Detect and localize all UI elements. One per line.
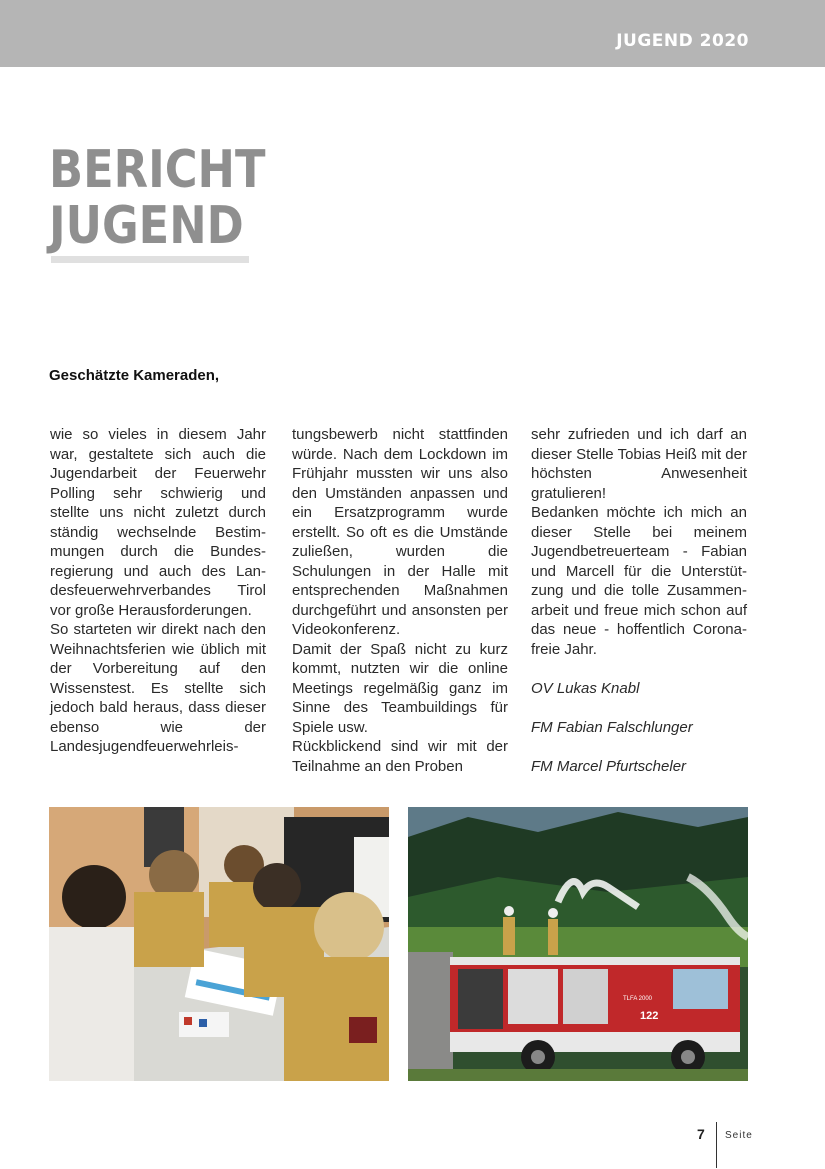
photo-fire-truck <box>408 807 748 1081</box>
paragraph: tungsbewerb nicht stattfinden würde. Nach dem Lockdown im Frühjahr mussten wir uns also den Umständen anpassen und ein Ersatzprogramm wurde erstellt. So oft es die Umstände zuließen, wurden die Schulungen in der Halle mit entsprechenden Maßnahmen durchgeführt und ansonsten per Videokonferenz. <box>292 426 508 638</box>
page-number: 7 <box>697 1126 705 1142</box>
page-label: Seite <box>725 1130 753 1141</box>
paragraph: wie so vieles in diesem Jahr war, gestaltete sich auch die Jugendarbeit der Feuerwehr Polling sehr schwierig und stellte uns nicht zuletzt durch ständig wechselnde Bestimmungen durch die Bundesregierung und auch des Landesfeuerwehrverbandes Tirol vor große Herausforderungen. <box>50 426 266 619</box>
paragraph: Damit der Spaß nicht zu kurz kommt, nutzten wir die online Meetings regelmäßig ganz im Sinne des Teambuildings für Spiele usw. <box>292 640 508 736</box>
text-column-2 <box>292 425 508 776</box>
header-title: JUGEND 2020 <box>616 31 749 51</box>
signature-3: FM Marcel Pfurtscheler <box>531 757 687 775</box>
text-column-3 <box>531 425 747 776</box>
article-title <box>49 142 265 254</box>
truck-number: 122 <box>640 1010 659 1022</box>
article-title-line2: JUGEND <box>49 196 244 256</box>
signature-1: OV Lukas Knabl <box>531 679 640 697</box>
footer-divider <box>716 1122 717 1168</box>
article-title-line1: BERICHT <box>49 140 266 200</box>
paragraph: Bedanken möchte ich mich an dieser Stelle bei meinem Jugendbetreuerteam - Fabian und Marcell für die Unterstützung und die tolle Zusammenarbeit und freue mich schon auf das neue - hoffentlich Corona-freie Jahr. <box>531 504 747 658</box>
truck-text: TLFA 2000 <box>623 996 653 1002</box>
paragraph: Rückblickend sind wir mit der Teilnahme an den Proben <box>292 738 508 775</box>
greeting: Geschätzte Kameraden, <box>49 367 220 384</box>
photo-youth-meeting <box>49 807 389 1081</box>
signature-2: FM Fabian Falschlunger <box>531 718 693 736</box>
paragraph: So starteten wir direkt nach den Weihnachtsferien wie üblich mit der Vorbereitung auf den Wissenstest. Es stellte sich jedoch bald heraus, dass dieser ebenso wie der Landesjugendfeuerwehrleis- <box>50 621 266 755</box>
paragraph: sehr zufrieden und ich darf an dieser Stelle Tobias Heiß mit der höchsten Anwesenheit gratulieren! <box>531 426 747 502</box>
text-column-1 <box>50 425 266 757</box>
title-underline <box>51 256 249 263</box>
